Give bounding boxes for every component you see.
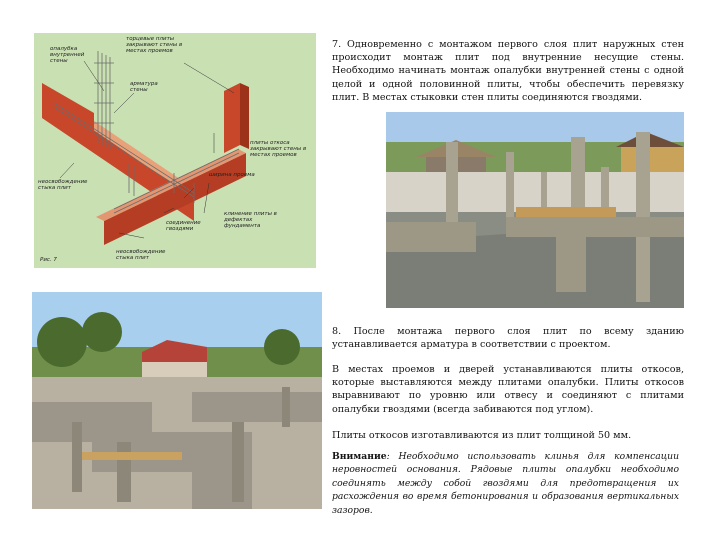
label-nail-joint: соединение гвоздями [166,220,201,232]
attention-text: : Необходимо использовать клинья для компенсации неровностей основания. Рядовые плиты опалубки необходимо соединять между собой гвоздями для предотвращения их расхождения во время бетонирования и образования вертикальных зазоров. [332,451,679,516]
paragraph-plate-thickness: Плиты откосов изготавливаются из плит толщиной 50 мм. [332,430,632,441]
label-slope-plates: плиты откоса закрывают стены в местах проемов [250,140,307,158]
photo-formwork-wet-concrete-image [386,112,684,308]
label-inner-wall-formwork: опалубка внутренней стены [50,46,85,64]
paragraph-slope-plates: В местах проемов и дверей устанавливаются плиты откосов, которые выставляются между плитами опалубки. Плиты откосов выравнивают по уровню или отвесу и соединяют с плитами опалубки гвоздями (всегда забиваются под углом). [332,364,684,415]
label-opening-plates: торцевые плиты закрывают стены в местах проемов [126,36,183,54]
photo-formwork-wet-concrete [386,112,684,308]
label-unbraced-joint: неосвобождение стыка плит [38,179,88,191]
label-opening-width: ширина проема [209,172,255,178]
label-wall-rebar: арматура стены [130,81,158,93]
photo-formwork-site [32,292,322,509]
label-unbraced-joint-2: неосвобождение стыка плит [116,249,166,261]
paragraph-step-8: 8. После монтажа первого слоя плит по всему зданию устанавливается арматура в соответствии с проектом. [332,326,684,351]
formwork-diagram [34,33,316,268]
paragraph-step-7: 7. Одновременно с монтажом первого слоя плит наружных стен происходит монтаж плит под внутренние несущие стены. Необходимо начинать монтаж опалубки внутренней стены с одной целой и одной половинной плиты, чтобы обеспечить перевязку плит. В местах стыковки стен плиты соединяются гвоздями. [332,39,684,103]
attention-note [332,450,679,517]
label-slab-wedges: клинение плиты в дефектах фундамента [224,211,277,229]
figure-caption: Рис. 7 [40,257,57,263]
photo-formwork-site-image [32,292,322,509]
attention-label: Внимание [332,451,387,462]
